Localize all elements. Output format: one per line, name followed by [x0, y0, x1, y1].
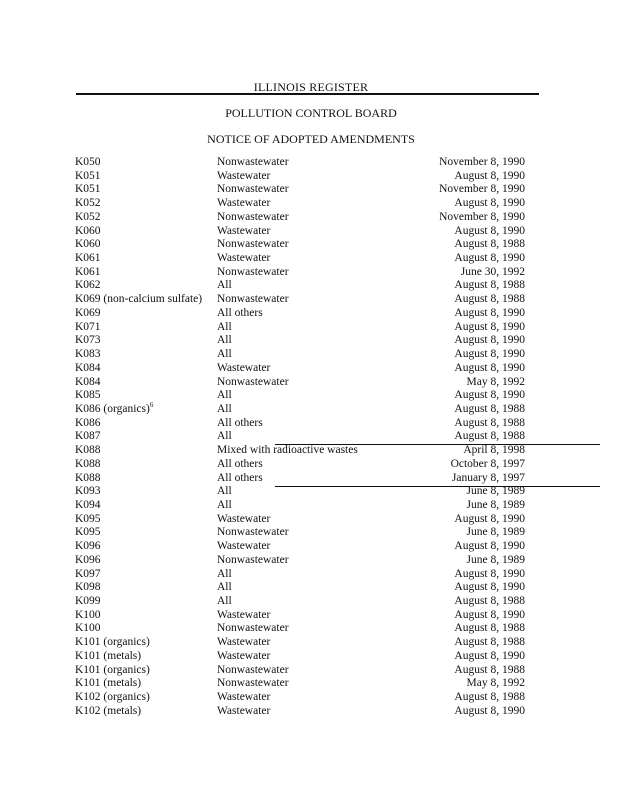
waste-type: Nonwastewater — [217, 293, 289, 306]
table-row — [75, 362, 525, 376]
waste-code: K102 (metals) — [75, 704, 142, 717]
waste-code: K088 — [75, 444, 101, 457]
effective-date: August 8, 1990 — [454, 169, 525, 182]
table-row — [75, 458, 525, 472]
waste-type: All — [217, 279, 232, 292]
effective-date: August 8, 1988 — [454, 622, 525, 635]
waste-type: Wastewater — [217, 361, 271, 374]
waste-type: All — [217, 567, 232, 580]
waste-type: Mixed with radioactive wastes — [217, 444, 358, 457]
table-row — [75, 444, 525, 458]
waste-code: K101 (metals) — [75, 677, 142, 690]
effective-date: June 8, 1989 — [466, 485, 525, 498]
waste-type: All — [217, 334, 232, 347]
effective-date: August 8, 1990 — [454, 649, 525, 662]
waste-code: K101 (metals) — [75, 649, 142, 662]
waste-type: Wastewater — [217, 608, 271, 621]
effective-date: May 8, 1992 — [466, 677, 525, 690]
waste-type: Nonwastewater — [217, 210, 289, 223]
table-row — [75, 307, 525, 321]
waste-code: K087 — [75, 430, 101, 443]
effective-date: August 8, 1988 — [454, 279, 525, 292]
waste-type: Nonwastewater — [217, 622, 289, 635]
waste-code: K095 — [75, 512, 101, 525]
waste-type: All — [217, 581, 232, 594]
table-row — [75, 664, 525, 678]
effective-date: August 8, 1988 — [454, 293, 525, 306]
effective-date: August 8, 1990 — [454, 334, 525, 347]
effective-date: November 8, 1990 — [439, 156, 525, 168]
table-row — [75, 609, 525, 623]
effective-date: November 8, 1990 — [439, 210, 525, 223]
waste-code: K061 — [75, 265, 101, 278]
waste-code: K050 — [75, 156, 101, 168]
table-row — [75, 279, 525, 293]
waste-type: Wastewater — [217, 704, 271, 717]
waste-code: K095 — [75, 526, 101, 539]
effective-date: August 8, 1990 — [454, 512, 525, 525]
table-row — [75, 554, 525, 568]
waste-code: K083 — [75, 348, 101, 361]
waste-code: K100 — [75, 608, 101, 621]
effective-date: June 30, 1992 — [460, 265, 525, 278]
waste-code: K071 — [75, 320, 101, 333]
table-row — [75, 691, 525, 705]
waste-code: K085 — [75, 389, 101, 402]
waste-code: K094 — [75, 498, 101, 511]
effective-date: August 8, 1990 — [454, 540, 525, 553]
table-row — [75, 472, 525, 486]
waste-type: Nonwastewater — [217, 663, 289, 676]
table-row — [75, 526, 525, 540]
waste-code: K098 — [75, 581, 101, 594]
table-row — [75, 334, 525, 348]
waste-type: Wastewater — [217, 197, 271, 210]
waste-code: K101 (organics) — [75, 663, 150, 676]
waste-code: K052 — [75, 210, 101, 223]
waste-code: K088 — [75, 457, 101, 470]
effective-date: August 8, 1988 — [454, 663, 525, 676]
table-row — [75, 540, 525, 554]
effective-date: August 8, 1988 — [454, 238, 525, 251]
table-row — [75, 595, 525, 609]
table-row — [75, 705, 525, 719]
effective-date: October 8, 1997 — [450, 457, 525, 470]
table-row — [75, 581, 525, 595]
waste-type: All others — [217, 306, 263, 319]
waste-code: K061 — [75, 252, 101, 265]
effective-date: June 8, 1989 — [466, 526, 525, 539]
waste-type: Nonwastewater — [217, 265, 289, 278]
table-row — [75, 650, 525, 664]
waste-code: K073 — [75, 334, 101, 347]
effective-date: August 8, 1990 — [454, 608, 525, 621]
waste-code: K051 — [75, 169, 101, 182]
waste-code: K093 — [75, 485, 101, 498]
register-title: ILLINOIS REGISTER — [253, 80, 369, 94]
effective-date: August 8, 1990 — [454, 581, 525, 594]
waste-type: Wastewater — [217, 169, 271, 182]
effective-date: August 8, 1988 — [454, 416, 525, 429]
waste-type: Nonwastewater — [217, 375, 289, 388]
table-row — [75, 677, 525, 691]
waste-code-table — [75, 156, 525, 718]
effective-date: August 8, 1990 — [454, 320, 525, 333]
effective-date: August 8, 1990 — [454, 306, 525, 319]
waste-code: K062 — [75, 279, 101, 292]
waste-type: Wastewater — [217, 224, 271, 237]
waste-code: K084 — [75, 361, 101, 374]
effective-date: August 8, 1988 — [454, 595, 525, 607]
waste-code: K052 — [75, 197, 101, 210]
waste-type: All others — [217, 416, 263, 429]
effective-date: August 8, 1988 — [454, 430, 525, 443]
table-row — [75, 321, 525, 335]
effective-date: August 8, 1990 — [454, 704, 525, 717]
effective-date: August 8, 1988 — [454, 691, 525, 704]
waste-type: Nonwastewater — [217, 553, 289, 566]
waste-code: K086 — [75, 416, 101, 429]
table-row — [75, 225, 525, 239]
amendment-rule-line — [275, 444, 600, 445]
table-row — [75, 170, 525, 184]
waste-code: K102 (organics) — [75, 691, 150, 704]
waste-code: K100 — [75, 622, 101, 635]
waste-code: K060 — [75, 224, 101, 237]
effective-date: August 8, 1990 — [454, 567, 525, 580]
waste-type: All — [217, 485, 232, 498]
table-row — [75, 293, 525, 307]
effective-date: August 8, 1990 — [454, 197, 525, 210]
amendment-rule-line — [275, 486, 600, 487]
table-row — [75, 389, 525, 403]
waste-code: K096 — [75, 540, 101, 553]
effective-date: November 8, 1990 — [439, 183, 525, 196]
footnote-marker: 6 — [149, 401, 154, 410]
table-row — [75, 499, 525, 513]
waste-code: K088 — [75, 471, 101, 484]
waste-code: K069 — [75, 306, 101, 319]
table-row — [75, 252, 525, 266]
table-row — [75, 417, 525, 431]
table-row — [75, 430, 525, 444]
waste-code: K086 (organics)$^6$ — [75, 401, 154, 415]
effective-date: August 8, 1990 — [454, 389, 525, 402]
waste-type: Wastewater — [217, 691, 271, 704]
waste-code: K099 — [75, 595, 101, 607]
effective-date: May 8, 1992 — [466, 375, 525, 388]
effective-date: August 8, 1990 — [454, 361, 525, 374]
waste-type: Nonwastewater — [217, 526, 289, 539]
waste-code: K069 (non-calcium sulfate) — [75, 293, 203, 306]
waste-type: All — [217, 595, 232, 607]
header-rule — [76, 93, 539, 95]
table-row — [75, 156, 525, 170]
waste-type: Nonwastewater — [217, 238, 289, 251]
waste-type: All — [217, 348, 232, 361]
table-row — [75, 238, 525, 252]
effective-date: January 8, 1997 — [451, 471, 525, 484]
table-row — [75, 183, 525, 197]
waste-type: Nonwastewater — [217, 156, 289, 168]
effective-date: June 8, 1989 — [466, 498, 525, 511]
waste-code: K060 — [75, 238, 101, 251]
waste-code: K051 — [75, 183, 101, 196]
notice-title: NOTICE OF ADOPTED AMENDMENTS — [207, 132, 415, 146]
waste-type: All others — [217, 457, 263, 470]
table-row — [75, 568, 525, 582]
waste-type: All others — [217, 471, 263, 484]
effective-date: August 8, 1988 — [454, 636, 525, 649]
table-row — [75, 266, 525, 280]
waste-code: K084 — [75, 375, 101, 388]
effective-date: August 8, 1990 — [454, 224, 525, 237]
waste-type: All — [217, 498, 232, 511]
waste-type: All — [217, 320, 232, 333]
effective-date: August 8, 1990 — [454, 252, 525, 265]
table-row — [75, 376, 525, 390]
waste-type: Wastewater — [217, 512, 271, 525]
effective-date: August 8, 1988 — [454, 402, 525, 415]
board-title: POLLUTION CONTROL BOARD — [225, 106, 397, 120]
effective-date: April 8, 1998 — [463, 444, 525, 457]
waste-type: Wastewater — [217, 252, 271, 265]
table-row — [75, 485, 525, 499]
effective-date: August 8, 1990 — [454, 348, 525, 361]
waste-type: Wastewater — [217, 540, 271, 553]
effective-date: June 8, 1989 — [466, 553, 525, 566]
waste-type: All — [217, 402, 232, 415]
waste-code: K101 (organics) — [75, 636, 150, 649]
table-row — [75, 211, 525, 225]
waste-type: All — [217, 389, 232, 402]
table-row — [75, 197, 525, 211]
waste-type: Nonwastewater — [217, 677, 289, 690]
table-row — [75, 622, 525, 636]
table-row — [75, 403, 525, 417]
table-row — [75, 513, 525, 527]
table-row — [75, 348, 525, 362]
waste-type: All — [217, 430, 232, 443]
table-row — [75, 636, 525, 650]
waste-code: K096 — [75, 553, 101, 566]
waste-code: K097 — [75, 567, 101, 580]
waste-type: Wastewater — [217, 636, 271, 649]
waste-type: Nonwastewater — [217, 183, 289, 196]
waste-type: Wastewater — [217, 649, 271, 662]
